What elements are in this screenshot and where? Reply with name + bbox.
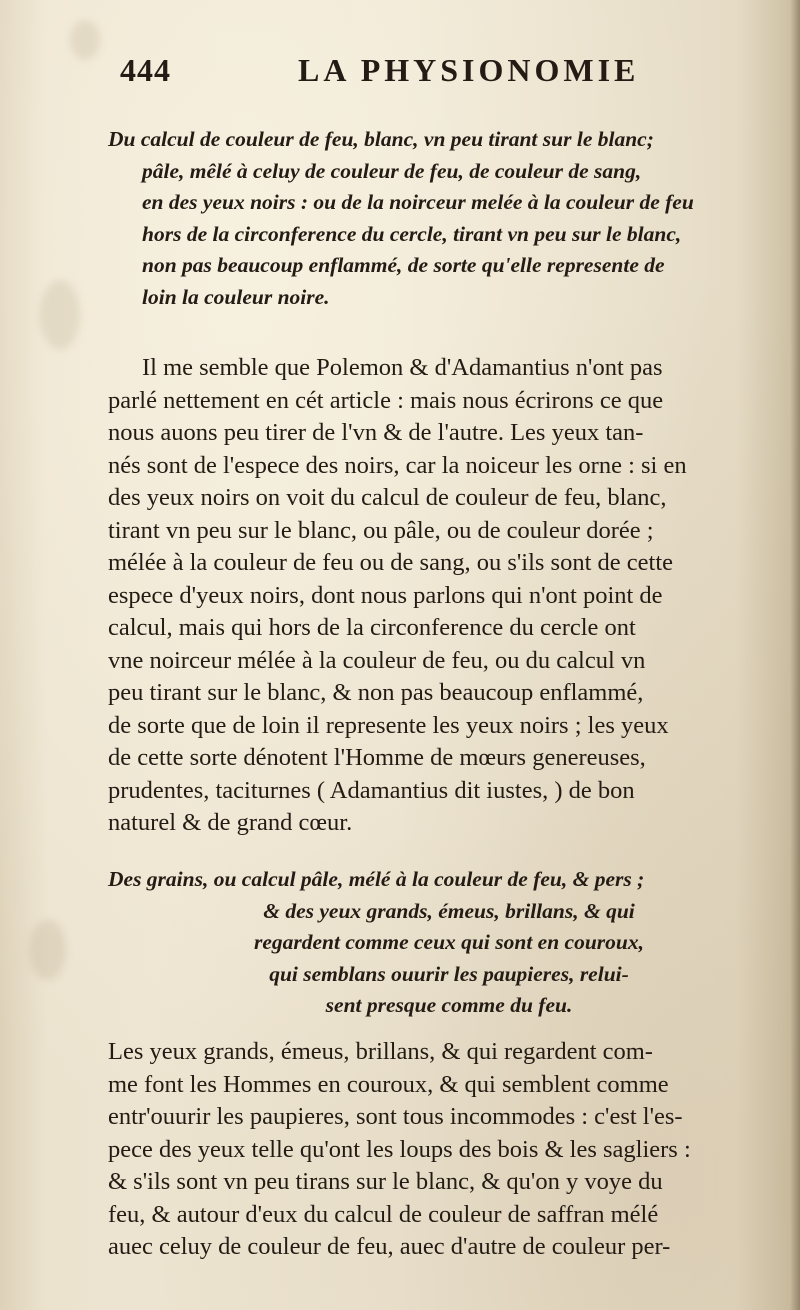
ink-smudge	[30, 920, 66, 980]
text-line: non pas beaucoup enflammé, de sorte qu'elle represente de	[142, 253, 665, 277]
ink-smudge	[70, 20, 100, 60]
text-line: nés sont de l'espece des noirs, car la noiceur les orne : si en	[108, 451, 687, 479]
italic-heading-2	[108, 864, 790, 1022]
text-line: nous auons peu tirer de l'vn & de l'autre. Les yeux tan-	[108, 419, 644, 446]
text-line: espece d'yeux noirs, dont nous parlons qui n'ont point de	[108, 581, 663, 609]
text-line: qui semblans ouurir les paupieres, relui-	[269, 961, 629, 986]
text-line: sent presque comme du feu.	[325, 993, 573, 1017]
body-paragraph-2	[108, 1036, 790, 1264]
text-line: prudentes, taciturnes ( Adamantius dit iustes, ) de bon	[108, 776, 635, 804]
text-line: pece des yeux telle qu'ont les loups des bois & les sagliers :	[108, 1135, 691, 1163]
ink-smudge	[40, 280, 80, 350]
italic-heading-1	[108, 124, 790, 313]
text-line: feu, & autour d'eux du calcul de couleur de saffran mélé	[108, 1200, 659, 1228]
text-line: regardent comme ceux qui sont en couroux,	[253, 930, 644, 954]
page-header	[108, 52, 748, 102]
text-line: & s'ils sont vn peu tirans sur le blanc, & qu'on y voye du	[108, 1168, 663, 1195]
text-line: tirant vn peu sur le blanc, ou pâle, ou de couleur dorée ;	[108, 516, 654, 544]
text-line: de sorte que de loin il represente les yeux noirs ; les yeux	[108, 711, 669, 739]
text-line: Des grains, ou calcul pâle, mélé à la couleur de feu, & pers ;	[108, 867, 645, 891]
text-line: Les yeux grands, émeus, brillans, & qui regardent com-	[108, 1038, 653, 1065]
text-line: me font les Hommes en couroux, & qui semblent comme	[108, 1070, 669, 1098]
text-line: pâle, mêlé à celuy de couleur de feu, de couleur de sang,	[142, 158, 642, 183]
text-line: mélée à la couleur de feu ou de sang, ou s'ils sont de cette	[108, 549, 673, 576]
running-head: LA PHYSIONOMIE	[298, 52, 640, 88]
page-number: 444	[120, 52, 171, 88]
text-line: de cette sorte dénotent l'Homme de mœurs genereuses,	[108, 744, 646, 771]
page-edge-shadow	[790, 0, 800, 1310]
text-line: des yeux noirs on voit du calcul de couleur de feu, blanc,	[108, 484, 667, 511]
text-line: Du calcul de couleur de feu, blanc, vn peu tirant sur le blanc;	[108, 127, 654, 151]
text-line: Il me semble que Polemon & d'Adamantius n'ont pas	[142, 354, 663, 381]
text-line: auec celuy de couleur de feu, auec d'autre de couleur per-	[108, 1233, 671, 1260]
text-line: & des yeux grands, émeus, brillans, & qui	[263, 898, 635, 923]
text-line: calcul, mais qui hors de la circonference du cercle ont	[108, 614, 636, 641]
text-line: peu tirant sur le blanc, & non pas beaucoup enflammé,	[108, 679, 644, 706]
text-line: loin la couleur noire.	[142, 284, 330, 309]
body-paragraph-1	[108, 352, 790, 840]
text-line: naturel & de grand cœur.	[108, 809, 353, 836]
text-line: hors de la circonference du cercle, tirant vn peu sur le blanc,	[142, 221, 682, 246]
text-line: parlé nettement en cét article : mais nous écrirons ce que	[108, 386, 664, 414]
text-line: vne noirceur mélée à la couleur de feu, ou du calcul vn	[108, 646, 646, 674]
text-line: entr'ouurir les paupieres, sont tous incommodes : c'est l'es-	[108, 1103, 683, 1130]
text-line: en des yeux noirs : ou de la noirceur melée à la couleur de feu	[142, 190, 694, 214]
